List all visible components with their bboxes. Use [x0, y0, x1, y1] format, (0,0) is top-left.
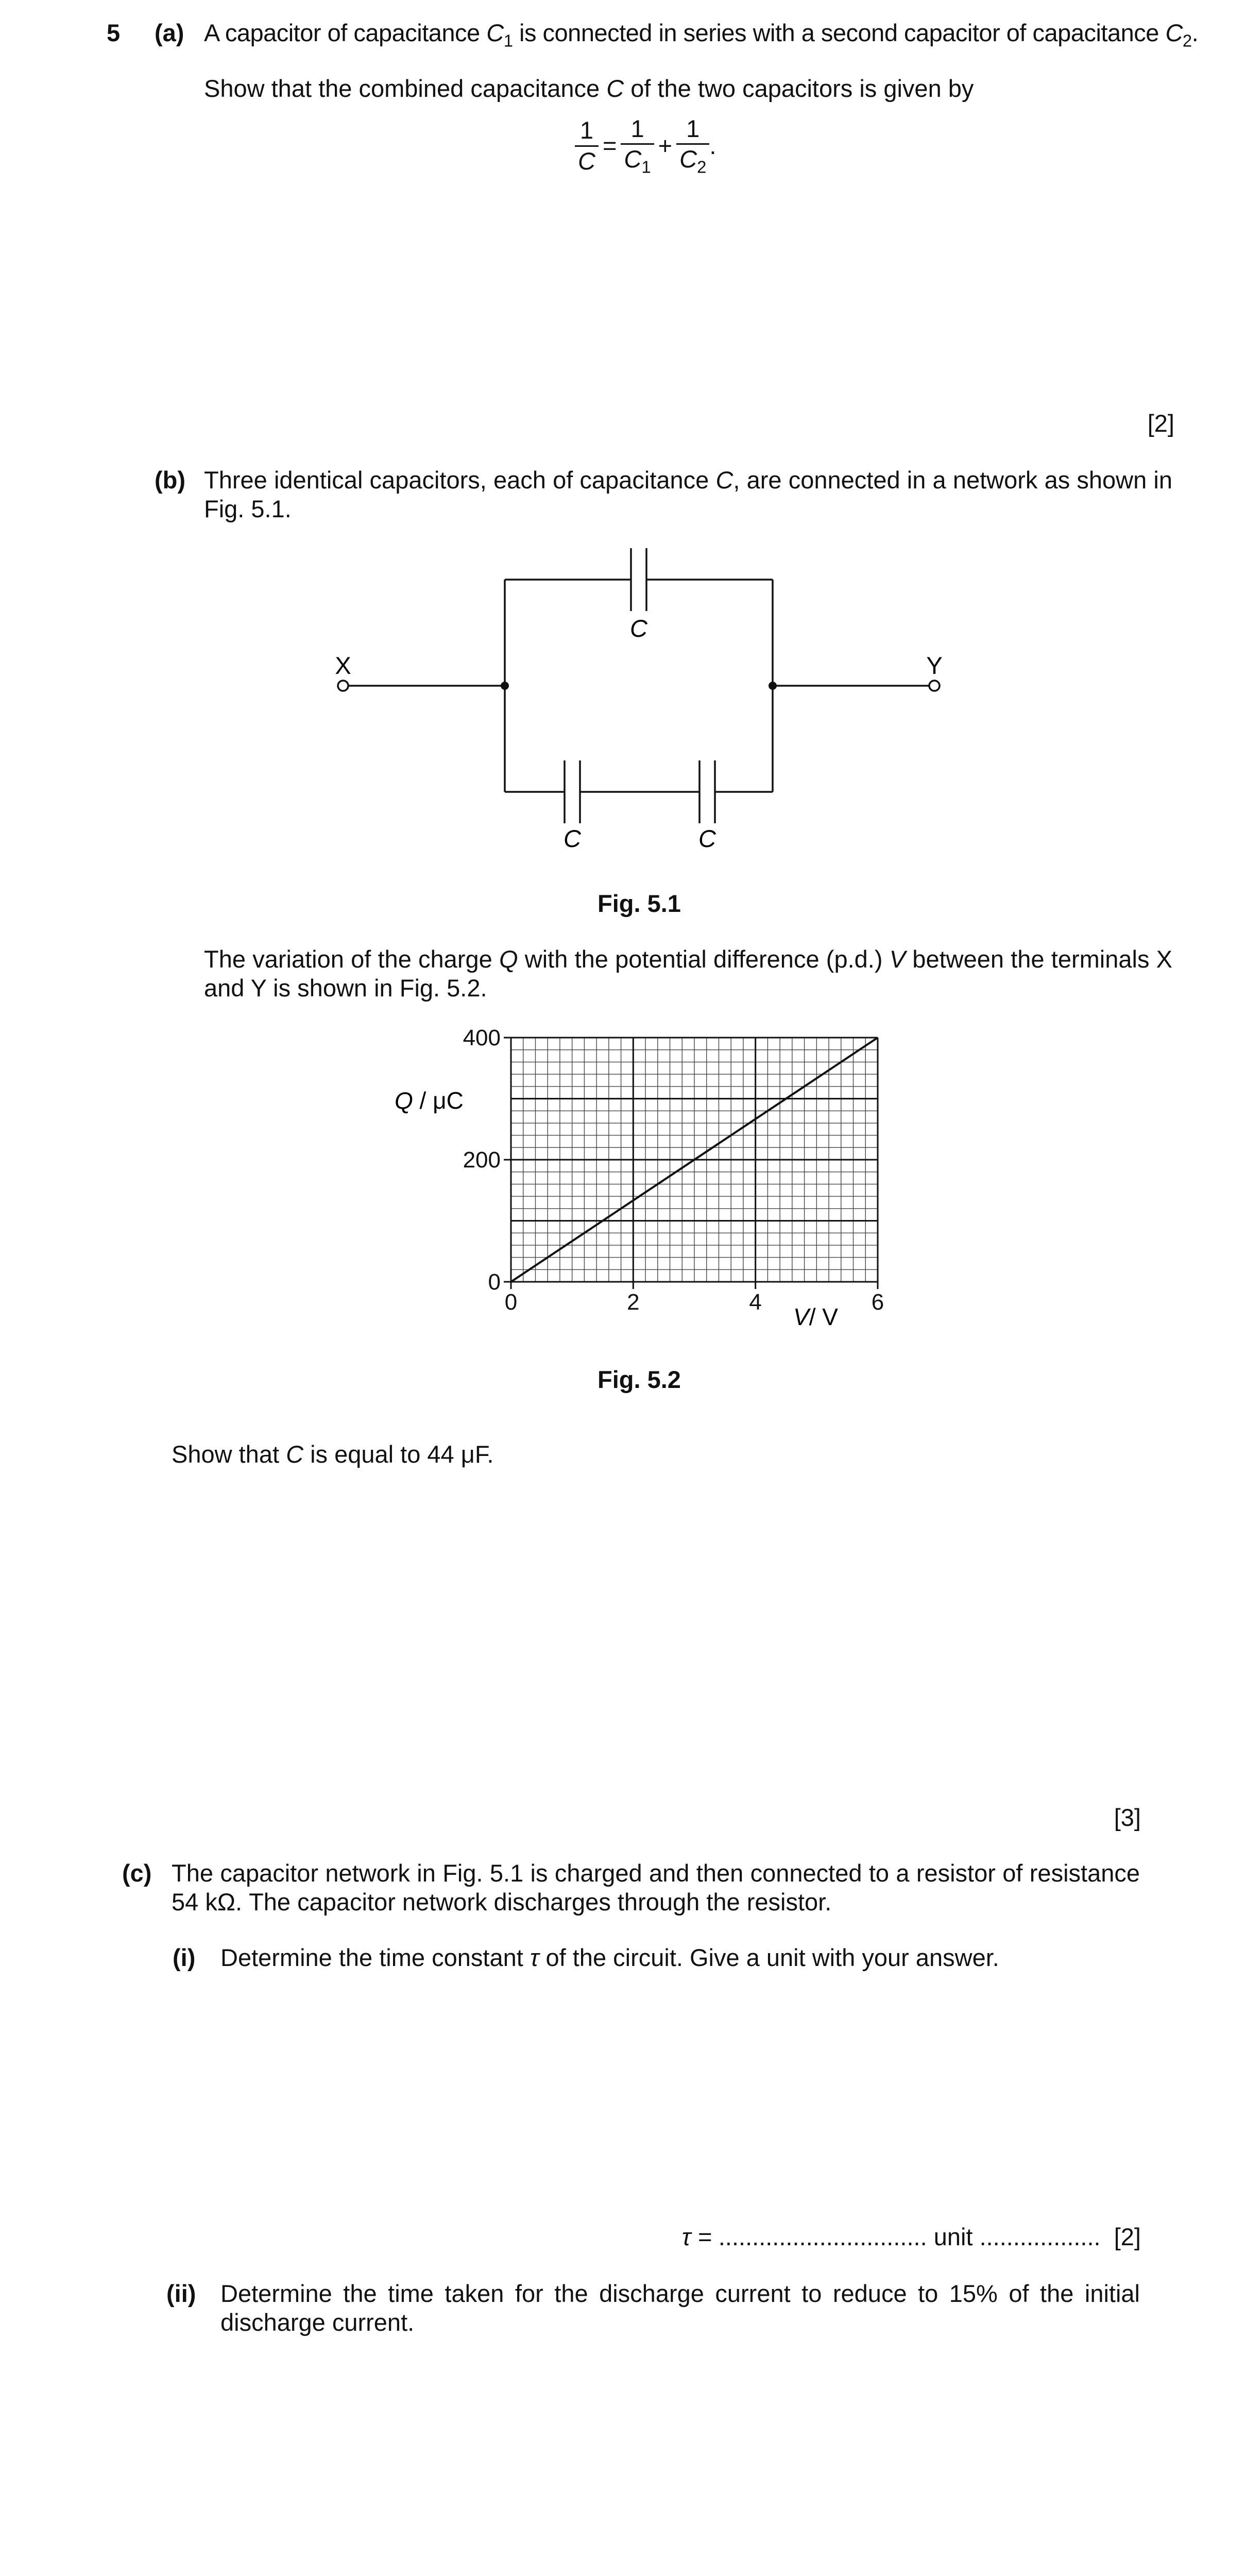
- capacitor-bottom-right-label: C: [698, 825, 716, 852]
- y-tick-label-400: 400: [463, 1025, 501, 1050]
- part-b-marks: [3]: [1114, 1804, 1141, 1831]
- x-axis-label: V/ V: [793, 1303, 838, 1330]
- x-tick-label-4: 4: [749, 1290, 762, 1315]
- part-b-label: (b): [155, 466, 186, 494]
- part-c-ii-label: (ii): [166, 2280, 196, 2307]
- tau-answer-field[interactable]: ...............................: [718, 2223, 927, 2250]
- capacitor-bottom-left-label: C: [564, 825, 581, 852]
- junction-left-dot: [501, 682, 509, 690]
- charge-pd-graph-fig-5-2: [0, 1005, 1246, 1334]
- terminal-x-label: X: [335, 652, 351, 679]
- part-b-stem: Three identical capacitors, each of capacitance C, are connected in a network as shown in Fig. 5.1.: [204, 466, 1172, 523]
- y-tick-label-200: 200: [463, 1147, 501, 1173]
- fig-5-2-caption: Fig. 5.2: [598, 1366, 681, 1393]
- y-tick-label-0: 0: [488, 1269, 501, 1295]
- circuit-diagram-fig-5-1: [0, 0, 1246, 876]
- series-capacitance-equation: $\frac{1}{C}$ = $\frac{1}{C_1}$ + $\frac{1}{C_2}$ .: [571, 114, 716, 177]
- y-axis-label: Q / μC: [395, 1087, 464, 1114]
- part-a-show-text: Show that the combined capacitance C of the two capacitors is given by: [204, 75, 974, 102]
- part-b-variation-text: The variation of the charge Q with the potential difference (p.d.) V between the terminals X and Y is shown in Fig. 5.2.: [204, 945, 1173, 1002]
- terminal-y-circle: [929, 681, 940, 691]
- part-a-label: (a): [155, 19, 184, 46]
- terminal-y-label: Y: [926, 652, 943, 679]
- part-c-label: (c): [122, 1859, 152, 1887]
- part-c-i-text: Determine the time constant τ of the circuit. Give a unit with your answer.: [220, 1944, 999, 1971]
- part-c-stem: The capacitor network in Fig. 5.1 is charged and then connected to a resistor of resistance 54 kΩ. The capacitor network discharges through the resistor.: [172, 1859, 1140, 1916]
- tau-answer-label: τ =: [681, 2223, 719, 2250]
- x-tick-label-6: 6: [871, 1290, 884, 1315]
- part-c-i-marks: [2]: [1114, 2223, 1141, 2250]
- junction-right-dot: [769, 682, 777, 690]
- terminal-x-circle: [338, 681, 348, 691]
- part-a-marks: [2]: [1147, 410, 1174, 437]
- capacitor-top-label: C: [630, 615, 647, 642]
- x-tick-label-0: 0: [504, 1290, 518, 1315]
- part-b-show-text: Show that C is equal to 44 μF.: [172, 1440, 494, 1468]
- x-tick-label-2: 2: [627, 1290, 640, 1315]
- unit-answer-field[interactable]: ..................: [979, 2223, 1101, 2250]
- part-a-stem: A capacitor of capacitance $C_1$ is connected in series with a second capacitor of capacitance $C_2$.: [204, 19, 1199, 50]
- question-number: 5: [107, 19, 121, 46]
- part-c-i-answer-line: τ = ............................... unit .................. [2]: [681, 2223, 1141, 2250]
- part-c-i-label: (i): [173, 1944, 196, 1971]
- part-c-ii-text: Determine the time taken for the discharge current to reduce to 15% of the initial discharge current.: [220, 2280, 1140, 2336]
- fig-5-1-caption: Fig. 5.1: [598, 890, 681, 917]
